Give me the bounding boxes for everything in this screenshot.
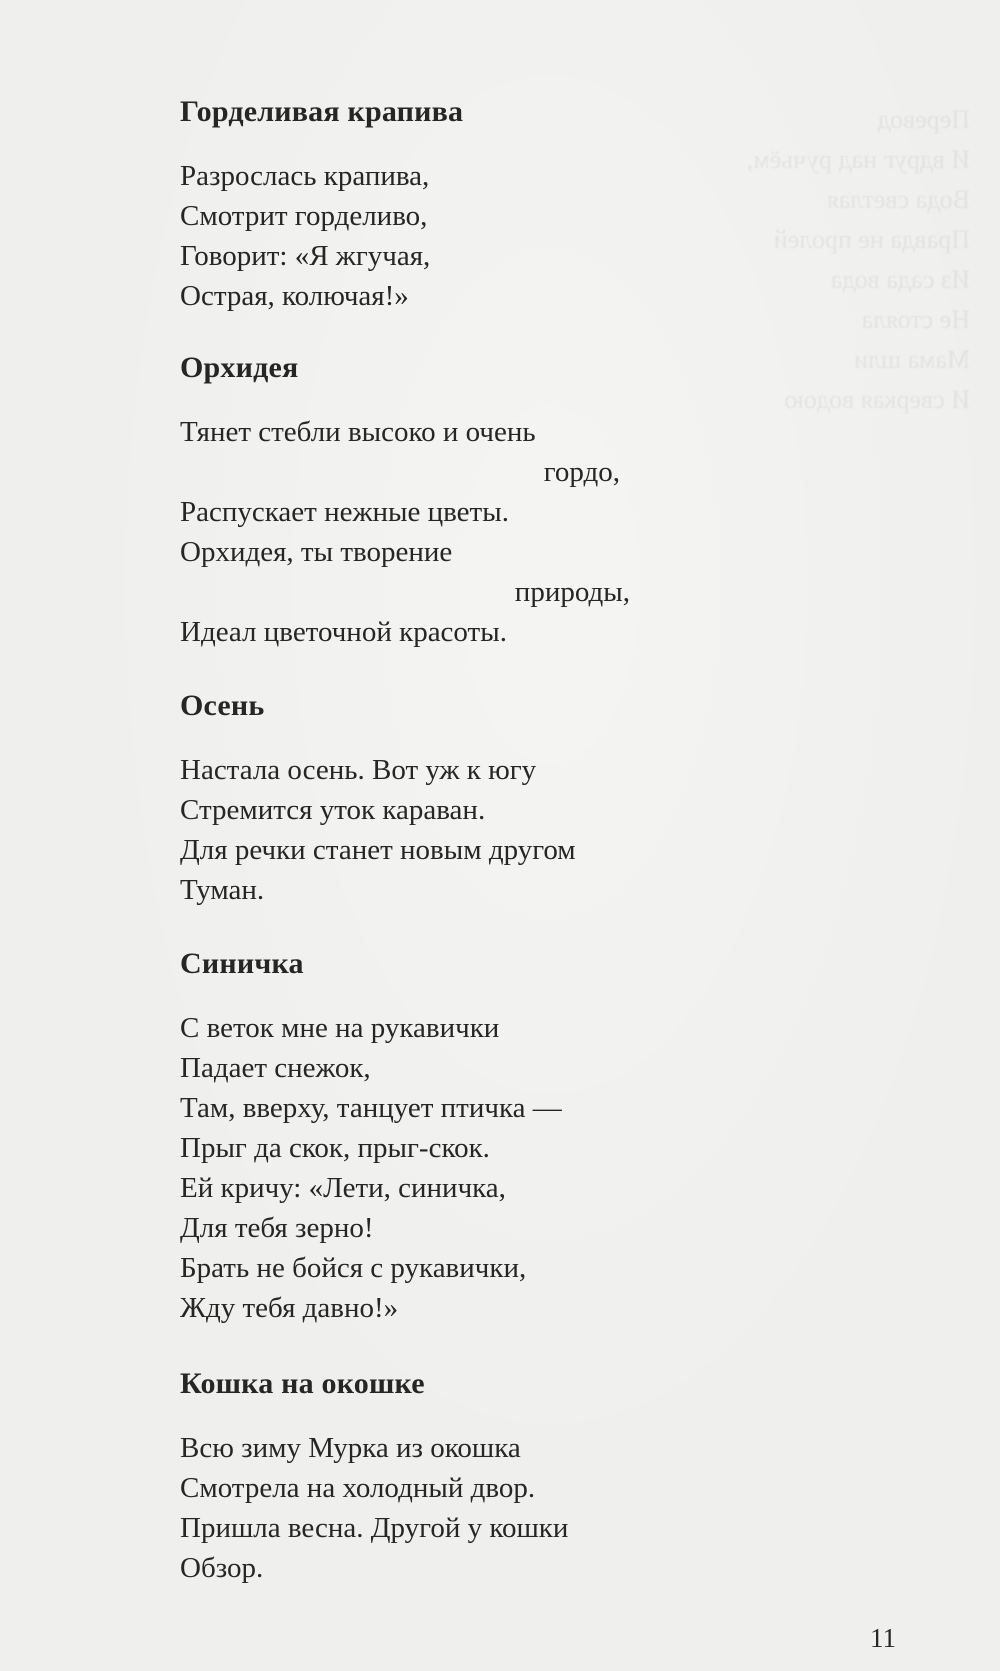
poem-line: Для тебя зерно! — [180, 1212, 374, 1244]
poem-line: Смотрит горделиво, — [180, 200, 428, 232]
poem-autumn — [180, 686, 820, 910]
poem-orchid — [180, 348, 820, 652]
poem-line: Туман. — [180, 874, 265, 906]
poem-line: Стремится уток караван. — [180, 794, 486, 826]
poem-line: Для речки станет новым другом — [180, 834, 576, 866]
poem-line: Орхидея, ты творение — [180, 536, 453, 568]
poem-line: Говорит: «Я жгучая, — [180, 240, 431, 272]
poem-line: Смотрела на холодный двор. — [180, 1472, 536, 1504]
poem-line: Настала осень. Вот уж к югу — [180, 754, 537, 786]
poem-line: Ей кричу: «Лети, синичка, — [180, 1172, 506, 1204]
poem-title: Кошка на окошке — [180, 1367, 425, 1400]
poem-line: Всю зиму Мурка из окошка — [180, 1432, 521, 1464]
poem-line: Пришла весна. Другой у кошки — [180, 1512, 569, 1544]
poem-line: Брать не бойся с рукавички, — [180, 1252, 527, 1284]
poem-line: Там, вверху, танцует птичка — — [180, 1092, 562, 1124]
poem-line: Жду тебя давно!» — [180, 1292, 399, 1324]
poem-line: Прыг да скок, прыг-скок. — [180, 1132, 490, 1164]
poem-nettle — [180, 92, 820, 316]
poem-line: Идеал цветочной красоты. — [180, 616, 507, 648]
poem-line: Разрослась крапива, — [180, 160, 430, 192]
poem-title: Горделивая крапива — [180, 95, 464, 128]
poem-line: Распускает нежные цветы. — [180, 496, 509, 528]
poem-line: Острая, колючая!» — [180, 280, 409, 312]
poem-line: Обзор. — [180, 1552, 264, 1584]
poem-collection — [180, 92, 820, 1588]
poem-titmouse — [180, 944, 820, 1328]
poem-title: Синичка — [180, 947, 304, 980]
page-number: 11 — [870, 1623, 896, 1653]
poem-title: Орхидея — [180, 351, 299, 384]
poem-title: Осень — [180, 689, 265, 722]
show-through-text: Перевод И вдруг над ручьём, Вода светлая Правда не пролей Из сада вода Не стояла Мама шли И сверкая водою — [746, 105, 970, 414]
poem-line: Тянет стебли высоко и очень — [180, 416, 536, 448]
poem-cat-on-window — [180, 1364, 820, 1588]
poem-line: Падает снежок, — [180, 1052, 371, 1084]
poem-line: С веток мне на рукавички — [180, 1012, 500, 1044]
poem-line-continuation: природы, — [514, 576, 630, 608]
poem-line-continuation: гордо, — [543, 456, 620, 488]
